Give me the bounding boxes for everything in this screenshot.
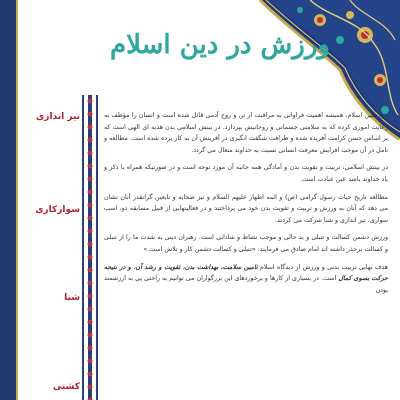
paragraph-text: هدف نهایی تربیت بدنی و ورزش از دیدگاه اسلام [257, 263, 388, 271]
paragraph-text: است. در بسیاری از کارها و برخوردهای این بزرگواران می توانیم به راحتی پی به ارزشمند بودن [104, 275, 388, 294]
emphasized-text: تامین سلامت، بهداشت بدن، تقویت و رشد آن، و در نتیجه حرکت بسوی کمال [104, 263, 388, 283]
paragraph: ورزش دشمن کسالت و تنبلی و بد حالی و موجب نشاط و شادابی است. رهبران دینی به شدت ما را از تنبلی و کسالت برحذر داشته اند امام صادق می فرمایند: «تنبلی و کسالت دشمن کار و تلاش است.» [104, 234, 388, 253]
paragraph-final [104, 262, 388, 297]
side-label-swimming: شنا [64, 293, 80, 303]
paragraph: دین مبین اسلام، همیشه اهمیت فراوانی به مراقبت از تن و روح آدمی قائل شده است و انسان را مؤظف به رعایت اموری کرده که به سلامتی جسمانی و روحانیش بپردازد. در بینش اسلامی بدن هدیه ای الهی است که بر اساس حسن کرامت آفریده شده و ظرافت شگفت انگیزی در آفرینش آن به کار برده شده است. مطالعه و تامل در آن موجب افزایش معرفت انسانی نسبت به خداوند متعال می گردد. [104, 112, 388, 154]
side-label-horse-riding: سوارکاری [35, 205, 80, 215]
article-body [104, 110, 388, 302]
paragraph: مطالعه تاریخ حیات رسول گرامی (ص) و ائمه اطهار علیهم السلام و نیز صحابه و تابعین گرانقدر آنان نشان می دهد که آنان به ورزش و تربیت و تقویت بدن خود می پرداختند و در فعالیتهایی از قبیل مسابقه دو، اسب سواری، تیر اندازی و شنا شرکت می کردند. [104, 193, 388, 224]
side-label-wrestling: کشتی [52, 382, 80, 392]
paragraph: در بینش اسلامی، تربیت و تقویت بدن و آمادگی همه جانبه آن مورد توجه است و در صورتیکه همراه با ذکر و یاد خداوند باشد عین عبادت است. [104, 164, 388, 183]
left-border-strip [0, 0, 16, 400]
left-border-gold-line [16, 0, 18, 400]
page-title: ورزش در دين اسلام [110, 30, 330, 60]
side-label-archery: تیر اندازی [36, 112, 80, 122]
ornament-column [84, 95, 96, 400]
